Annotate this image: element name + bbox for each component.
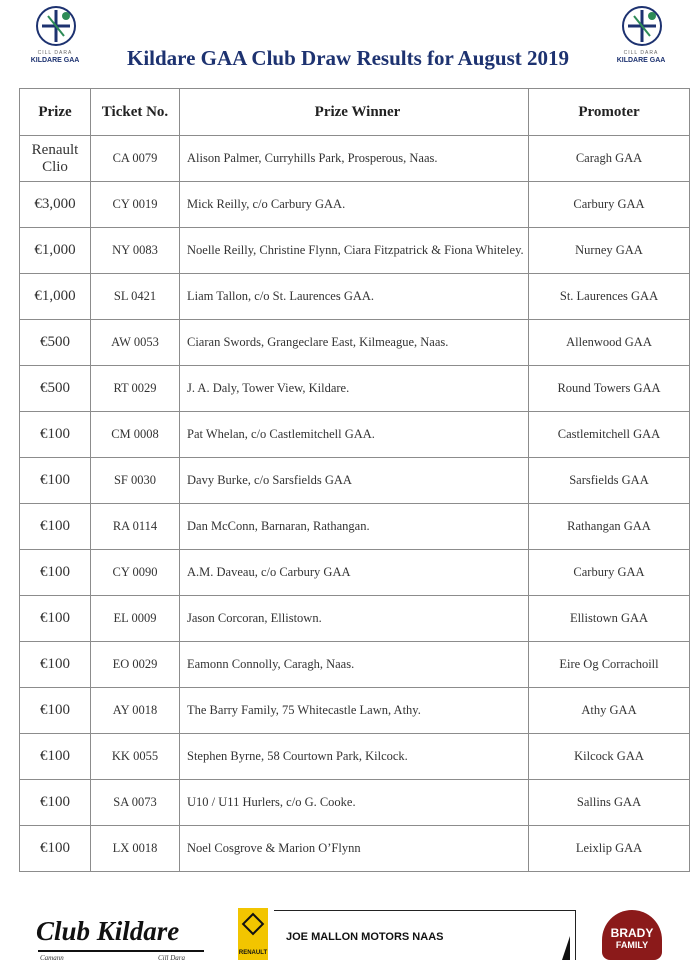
column-header-prize: Prize (20, 89, 91, 136)
promoter-cell: Carbury GAA (529, 550, 690, 596)
header (0, 0, 695, 88)
prize-cell: €100 (20, 458, 91, 504)
promoter-cell: Eire Og Corrachoill (529, 642, 690, 688)
table-row (20, 458, 690, 504)
promoter-cell: Caragh GAA (529, 136, 690, 182)
promoter-cell: Round Towers GAA (529, 366, 690, 412)
joe-mallon-motors-banner (274, 910, 576, 960)
winner-cell: Dan McConn, Barnaran, Rathangan. (180, 504, 529, 550)
logo-caption-bottom: KILDARE GAA (616, 57, 666, 64)
table-row (20, 136, 690, 182)
ticket-cell: KK 0055 (91, 734, 180, 780)
prize-cell: Renault Clio (20, 136, 91, 182)
renault-diamond-icon (242, 913, 265, 936)
table-row (20, 826, 690, 872)
ticket-cell: AW 0053 (91, 320, 180, 366)
table-row (20, 596, 690, 642)
page-title: Kildare GAA Club Draw Results for August 2019 (126, 46, 569, 70)
sponsor-footer (0, 900, 695, 960)
prize-cell: €100 (20, 550, 91, 596)
ticket-cell: EO 0029 (91, 642, 180, 688)
winner-cell: A.M. Daveau, c/o Carbury GAA (180, 550, 529, 596)
winner-cell: Noel Cosgrove & Marion O’Flynn (180, 826, 529, 872)
table-row (20, 228, 690, 274)
sponsor-name: JOE MALLON MOTORS NAAS (286, 931, 444, 943)
column-header-promoter: Promoter (529, 89, 690, 136)
promoter-cell: Castlemitchell GAA (529, 412, 690, 458)
winner-cell: Davy Burke, c/o Sarsfields GAA (180, 458, 529, 504)
brady-label: BRADY (610, 926, 654, 940)
table-row (20, 688, 690, 734)
brady-family-logo (602, 910, 662, 960)
prize-cell: €100 (20, 826, 91, 872)
promoter-cell: Nurney GAA (529, 228, 690, 274)
club-kildare-wordmark: Club Kildare (36, 916, 180, 946)
prize-cell: €1,000 (20, 274, 91, 320)
club-logo-sub-left: Camann (40, 954, 64, 962)
winner-cell: Liam Tallon, c/o St. Laurences GAA. (180, 274, 529, 320)
winner-cell: Pat Whelan, c/o Castlemitchell GAA. (180, 412, 529, 458)
ticket-cell: RA 0114 (91, 504, 180, 550)
club-kildare-logo (36, 916, 211, 960)
renault-label: RENAULT (238, 950, 268, 956)
club-logo-sub-right: Cill Dara (158, 954, 186, 962)
table-row (20, 366, 690, 412)
ticket-cell: SF 0030 (91, 458, 180, 504)
ticket-cell: SA 0073 (91, 780, 180, 826)
winner-cell: Stephen Byrne, 58 Courtown Park, Kilcock. (180, 734, 529, 780)
prize-cell: €100 (20, 642, 91, 688)
promoter-cell: Sarsfields GAA (529, 458, 690, 504)
table-row (20, 780, 690, 826)
promoter-cell: St. Laurences GAA (529, 274, 690, 320)
promoter-cell: Allenwood GAA (529, 320, 690, 366)
winner-cell: Jason Corcoran, Ellistown. (180, 596, 529, 642)
kildare-gaa-logo-left (24, 4, 86, 68)
prize-cell: €100 (20, 688, 91, 734)
winner-cell: Ciaran Swords, Grangeclare East, Kilmeague, Naas. (180, 320, 529, 366)
prize-cell: €500 (20, 320, 91, 366)
draw-results-table (19, 88, 690, 872)
promoter-cell: Ellistown GAA (529, 596, 690, 642)
renault-logo (238, 908, 268, 960)
prize-cell: €100 (20, 780, 91, 826)
ticket-cell: EL 0009 (91, 596, 180, 642)
ticket-cell: SL 0421 (91, 274, 180, 320)
ticket-cell: CM 0008 (91, 412, 180, 458)
prize-cell: €100 (20, 412, 91, 458)
promoter-cell: Athy GAA (529, 688, 690, 734)
promoter-cell: Sallins GAA (529, 780, 690, 826)
table-row (20, 734, 690, 780)
club-logo-underline (38, 950, 204, 952)
winner-cell: Noelle Reilly, Christine Flynn, Ciara Fitzpatrick & Fiona Whiteley. (180, 228, 529, 274)
winner-cell: The Barry Family, 75 Whitecastle Lawn, Athy. (180, 688, 529, 734)
ticket-cell: LX 0018 (91, 826, 180, 872)
logo-caption-top: CILL DARA (37, 50, 73, 56)
ticket-cell: CA 0079 (91, 136, 180, 182)
promoter-cell: Kilcock GAA (529, 734, 690, 780)
brady-family-label: FAMILY (615, 940, 649, 950)
prize-cell: €3,000 (20, 182, 91, 228)
table-row (20, 182, 690, 228)
kildare-crest-icon (34, 4, 78, 48)
winner-cell: Eamonn Connolly, Caragh, Naas. (180, 642, 529, 688)
table-row (20, 274, 690, 320)
winner-cell: U10 / U11 Hurlers, c/o G. Cooke. (180, 780, 529, 826)
prize-cell: €100 (20, 596, 91, 642)
table-row (20, 320, 690, 366)
winner-cell: Mick Reilly, c/o Carbury GAA. (180, 182, 529, 228)
kildare-gaa-logo-right (610, 4, 672, 68)
promoter-cell: Carbury GAA (529, 182, 690, 228)
column-header-ticket: Ticket No. (91, 89, 180, 136)
banner-slash-decoration (562, 936, 570, 960)
ticket-cell: AY 0018 (91, 688, 180, 734)
prize-cell: €500 (20, 366, 91, 412)
logo-caption-bottom: KILDARE GAA (30, 57, 80, 64)
kildare-crest-icon (620, 4, 664, 48)
prize-cell: €1,000 (20, 228, 91, 274)
table-row (20, 550, 690, 596)
ticket-cell: RT 0029 (91, 366, 180, 412)
prize-cell: €100 (20, 734, 91, 780)
column-header-winner: Prize Winner (180, 89, 529, 136)
table-row (20, 642, 690, 688)
winner-cell: J. A. Daly, Tower View, Kildare. (180, 366, 529, 412)
table-row (20, 504, 690, 550)
ticket-cell: NY 0083 (91, 228, 180, 274)
table-row (20, 412, 690, 458)
logo-caption-top: CILL DARA (623, 50, 659, 56)
ticket-cell: CY 0019 (91, 182, 180, 228)
table-header-row (20, 89, 690, 136)
promoter-cell: Rathangan GAA (529, 504, 690, 550)
winner-cell: Alison Palmer, Curryhills Park, Prosperous, Naas. (180, 136, 529, 182)
promoter-cell: Leixlip GAA (529, 826, 690, 872)
prize-cell: €100 (20, 504, 91, 550)
ticket-cell: CY 0090 (91, 550, 180, 596)
